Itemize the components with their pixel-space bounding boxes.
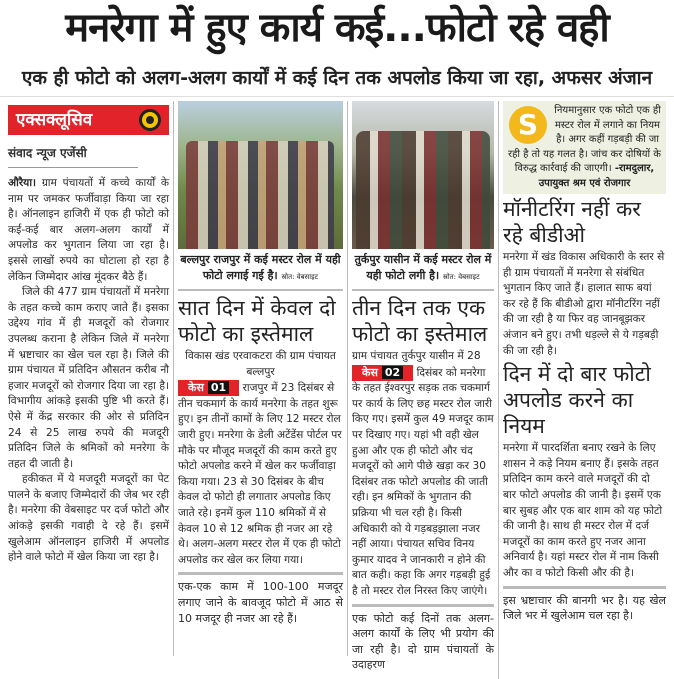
case-label: केस xyxy=(362,365,378,379)
case-2-text xyxy=(352,349,494,600)
bottom-note: एक-एक काम में 100-100 मजदूर लगाए जाने के बावजूद फोटो में आठ से 10 मजदूर ही नजर आ रहे हैं। xyxy=(178,580,343,625)
official-quote-box xyxy=(503,101,666,194)
divider xyxy=(178,572,343,575)
section-heading: तीन दिन तक एक फोटो का इस्तेमाल xyxy=(352,296,488,346)
case-intro: विकास खंड एरवाकटरा की ग्राम पंचायत बल्लपुर xyxy=(185,350,336,378)
subheadline: एक ही फोटो को अलग-अलग कार्यों में कई दिन तक अपलोड किया जा रहा, अफसर अंजान xyxy=(21,67,653,89)
column-4 xyxy=(499,101,670,656)
case-badge xyxy=(178,380,239,396)
paragraph: हकीकत में ये मजदूरी मजदूरों का पेट पालने के बजाए जिम्मेदारों की जेब भर रही है। मनरेगा की वेबसाइट पर दर्ज फोटो और आंकड़े इसकी गवाही दे रहे हैं। इसमें खुलेआम ऑनलाइन हाजिरी में अपलोड होने वाले फोटो में खेल किया जा रहा है। xyxy=(8,473,169,564)
agency-byline: संवाद न्यूज एजेंसी xyxy=(8,146,87,160)
case-number: 01 xyxy=(208,381,229,394)
bottom-note: इस भ्रष्टाचार की बानगी भर है। यह खेल जिले भर में खुलेआम चल रहा है। xyxy=(503,593,666,623)
column-3 xyxy=(348,101,499,679)
case-label: केस xyxy=(188,381,204,395)
case-badge xyxy=(352,365,413,381)
photo-caption xyxy=(352,252,494,285)
photo-caption xyxy=(178,252,343,285)
page-header xyxy=(0,0,674,97)
divider xyxy=(352,289,494,291)
photo-ballpur-rajpur xyxy=(178,101,343,249)
caption-text: तुर्कपुर यासीन में कई मस्टर रोल में यही फोटो लगी है। xyxy=(354,253,492,282)
column-1 xyxy=(4,101,174,656)
photo-source: स्रोत: वेबसाइट xyxy=(443,273,480,281)
badge-label: एक्सक्लूसिव xyxy=(16,110,93,130)
section-heading: सात दिन में केवल दो फोटो का इस्तेमाल xyxy=(178,296,336,346)
column-2 xyxy=(174,101,348,656)
section-heading: दिन में दो बार फोटो अपलोड करने का नियम xyxy=(503,362,651,439)
divider xyxy=(503,586,666,589)
case-body: राजपुर में 23 दिसंबर से तीन चकमार्ग के कार्य मनरेगा के तहत शुरू हुए। इन तीनों कामों के लिए 12 मस्टर रोल जारी हुए। मनरेगा के डेली अटेंडेंस पोर्टल पर मौके पर मौजूद मजदूरों की काम करते हुए फोटो अपलोड करने में खेल कर फर्जीवाड़ा किया गया। 23 से 30 दिसंबर के बीच केवल दो फोटो ही लगातार अपलोड किए जाते रहे। इनमें कुल 110 श्रमिकों में से केवल 10 से 12 श्रमिक ही नजर आ रहे थे। अलग-अलग मस्टर रोल में एक ही फोटो अपलोड कर खेल कर लिया गया। xyxy=(178,382,342,566)
headline: मनरेगा में हुए कार्य कई...फोटो रहे वही xyxy=(65,5,609,51)
case-number: 02 xyxy=(382,366,403,379)
bottom-note: एक फोटो कई दिनों तक अलग-अलग कार्यों के लिए भी प्रयोग की जा रही है। दो ग्राम पंचायतों के उदाहरण xyxy=(352,611,494,672)
divider xyxy=(178,289,343,291)
article-columns xyxy=(4,101,670,679)
exclusive-badge xyxy=(8,105,169,135)
logo-s-icon: S xyxy=(509,106,547,144)
caption-text: बल्लपुर राजपुर में कई मस्टर रोल में यही फोटो लगाई गई है। xyxy=(180,253,341,282)
photo-rule-text: मनरेगा में पारदर्शिता बनाए रखने के लिए शासन ने कड़े नियम बनाए हैं। इसके तहत प्रतिदिन काम करने वाले मजदूरों की दो बार फोटो अपलोड की जानी है। इसमें एक बार सुबह और एक बार शाम को यह फोटो की जानी है। साथ ही मस्टर रोल में दर्ज मजदूरों का काम करते हुए नजर आना अनिवार्य है। यहां मस्टर रोल में नाम किसी और का व फोटो किसी और की है। xyxy=(503,442,663,579)
case-1-text xyxy=(178,349,343,568)
article-column-1 xyxy=(8,176,169,566)
paragraph: जिले की 477 ग्राम पंचायतों में मनरेगा के तहत कच्चे काम कराए जाते हैं। इसका उद्देश्य गांव में ही मजदूरों को रोजगार उपलब्ध कराना है लेकिन जिले में मनरेगा में भ्रष्टाचार का खेल चल रहा है। जिले की ग्राम पंचायत में प्रतिदिन औसतन करीब नौ हजार मजदूरों को रोजगार दिया जा रहा है। विभागीय आंकड़े इसकी पुष्टि भी करते हैं। ऐसे में केंद्र सरकार की ओर से प्रतिदिन 24 से 25 लाख रुपये की मजदूरी प्रतिदिन जिले के श्रमिकों को मनरेगा के तहत दी जाती है। xyxy=(8,286,169,470)
photo-source: स्रोत: वेबसाइट xyxy=(281,273,319,281)
dateline: औरैया। xyxy=(8,177,37,189)
case-intro: ग्राम पंचायत तुर्कपुर यासीन में 28 xyxy=(352,350,481,362)
magnifier-icon xyxy=(139,109,161,131)
divider xyxy=(8,167,138,168)
paragraph: ग्राम पंचायतों में कच्चे कार्यों के नाम पर जमकर फर्जीवाड़ा किया जा रहा है। ऑनलाइन हाजिरी में एक ही फोटो को कई-कई बार अलग-अलग कार्यों में अपलोड कर भुगतान लिया जा रहा है। इससे लाखों रुपये का घोटाला हो रहा है लेकिन जिम्मेदार आंख मूंदकर बैठे हैं। xyxy=(8,177,169,283)
case-body: दिसंबर को मनरेगा के तहत ईश्वरपुर सड़क तक चकमार्ग पर कार्य के लिए छह मस्टर रोल जारी किए गए। इसमें कुल 49 मजदूर काम पर दिखाए गए। यहां भी वही खेल हुआ और एक ही फोटो और चंद मजदूरों को आगे पीछे खड़ा कर 30 दिसंबर तक फोटो अपलोड की जाती रही। इन श्रमिकों के भुगतान की प्रक्रिया भी चल रही है। किसी अधिकारी को ये गड़बड़झाला नजर नहीं आया। पंचायत सचिव विनय कुमार यादव ने जानकारी न होने की बात कही। कहा कि अगर गड़बड़ी हुई है तो मस्टर रोल निरस्त किए जाएंगे। xyxy=(352,366,494,597)
bdo-monitoring-text: मनरेगा में खंड विकास अधिकारी के स्तर से ही ग्राम पंचायतों में मनरेगा से संबंधित भुगतान किए जाते हैं। हालात साफ बयां कर रहे हैं कि बीडीओ द्वारा मॉनीटरिंग नहीं की जा रही है या फिर वह जानबूझकर अंजान बने हुए। तभी धड़ल्ले से ये गड़बड़ी की जा रही है। xyxy=(503,251,665,357)
photo-turkpur-yasin xyxy=(352,101,494,249)
divider xyxy=(352,604,494,607)
section-heading: मॉनीटरिंग नहीं कर रहे बीडीओ xyxy=(503,197,641,247)
quote-author: -रामदुलार, उपायुक्त श्रम एवं रोजगार xyxy=(538,163,655,189)
quote-text: नियमानुसार एक फोटो एक ही मस्टर रोल में लगाने का नियम है। अगर कहीं गड़बड़ी की जा रही है तो यह गलत है। जांच कर दोषियों के विरुद्ध कार्रवाई की जाएगी। xyxy=(508,105,661,174)
